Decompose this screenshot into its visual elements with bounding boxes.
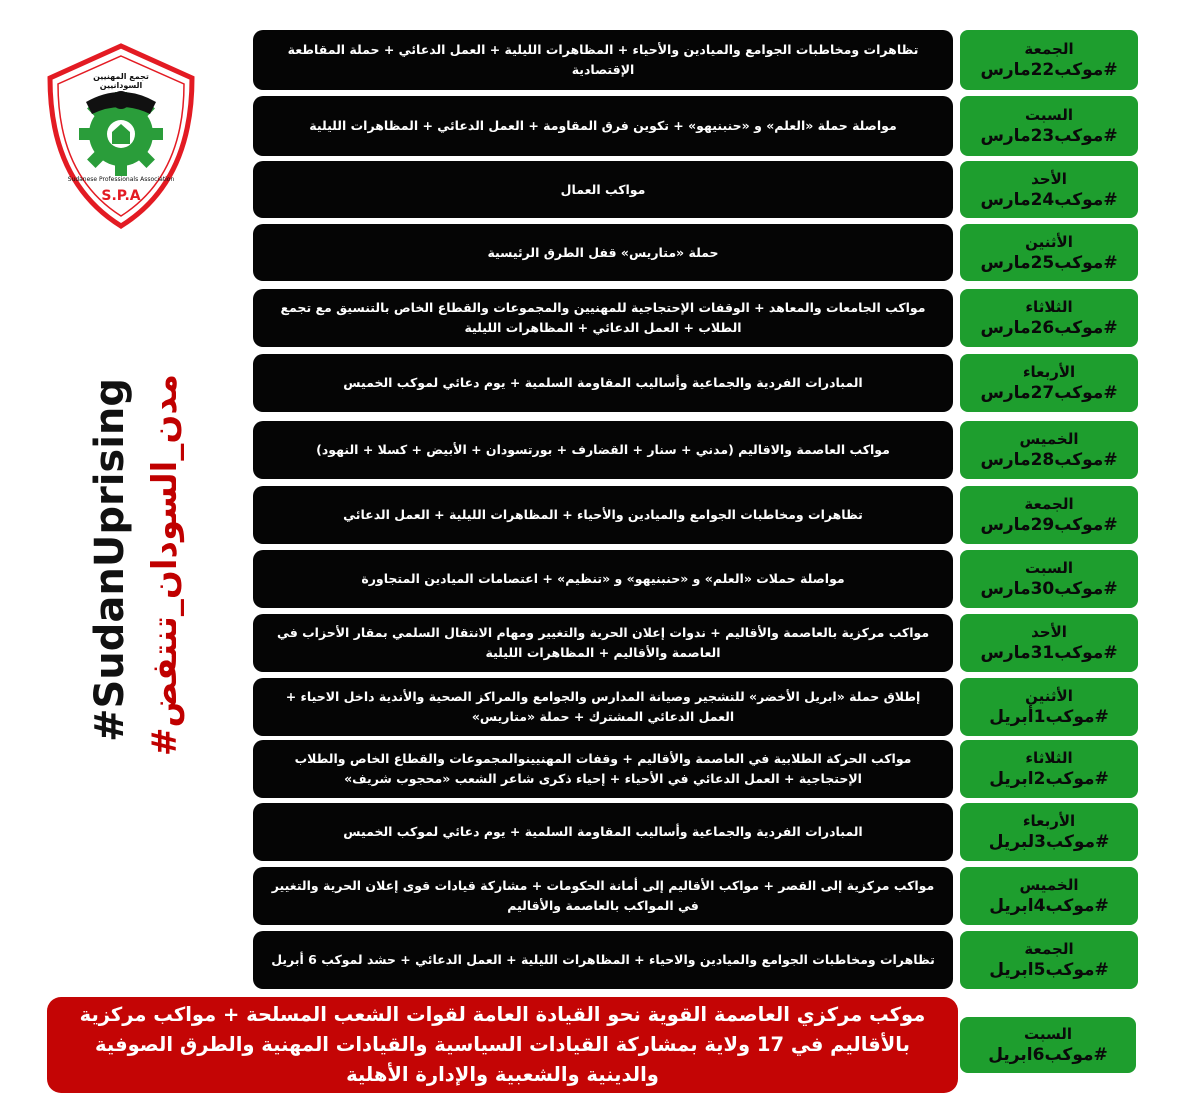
event-text: مواصلة حملة «العلم» و «حنبنيهو» + تكوين فرق المقاومة + العمل الدعائي + المظاهرات الليلية <box>253 96 953 156</box>
day-name: الجمعة <box>1024 495 1074 513</box>
day-badge <box>960 867 1138 925</box>
event-text: المبادرات الفردية والجماعية وأساليب المقاومة السلمية + يوم دعائي لموكب الخميس <box>253 803 953 861</box>
day-badge <box>960 614 1138 672</box>
schedule-row <box>253 931 1139 989</box>
schedule-row <box>253 161 1139 218</box>
day-badge <box>960 803 1138 861</box>
day-name: الخميس <box>1019 430 1079 448</box>
day-badge <box>960 354 1138 412</box>
day-name: السبت <box>1023 1025 1073 1043</box>
schedule-row <box>253 550 1139 608</box>
day-hashtag: #موكب3لبريل <box>988 832 1110 852</box>
day-hashtag: #موكب25مارس <box>980 252 1118 273</box>
day-badge <box>960 486 1138 544</box>
schedule-row <box>253 224 1139 281</box>
day-hashtag: #موكب26مارس <box>980 318 1118 338</box>
event-text: تظاهرات ومخاطبات الجوامع والميادين والاحياء + المظاهرات الليلية + العمل الدعائي + حشد لموكب 6 أبريل <box>253 931 953 989</box>
event-text: إطلاق حملة «ابريل الأخضر» للتشجير وصيانة المدارس والجوامع والمراكز الصحية والأندية داخل الاحياء + العمل الدعائي المشترك + حملة «متاريس» <box>253 678 953 736</box>
schedule-row <box>253 289 1139 347</box>
schedule-row <box>253 678 1139 736</box>
day-badge <box>960 550 1138 608</box>
day-name: الثلاثاء <box>1025 298 1073 316</box>
day-hashtag: #موكب6ابريل <box>988 1045 1108 1065</box>
schedule-row <box>253 421 1139 479</box>
day-name: الثلاثاء <box>1025 749 1073 767</box>
schedule-row <box>253 30 1139 90</box>
day-hashtag: #موكب5ابريل <box>989 960 1109 980</box>
day-hashtag: #موكب27مارس <box>980 383 1118 403</box>
event-text: مواكب مركزية بالعاصمة والأقاليم + ندوات إعلان الحرية والتغيير ومهام الانتقال السلمي بمقار الأحزاب في العاصمة والأقاليم + المظاهرات الليلية <box>253 614 953 672</box>
day-name: الأربعاء <box>1022 363 1076 381</box>
spa-logo <box>46 42 196 230</box>
day-hashtag: #موكب22مارس <box>980 60 1118 80</box>
event-text: تظاهرات ومخاطبات الجوامع والميادين والأحياء + المظاهرات الليلية + العمل الدعائي <box>253 486 953 544</box>
logo-arabic-name: تجمع المهنيين السودانيين <box>93 72 149 90</box>
day-badge <box>960 740 1138 798</box>
day-badge <box>960 161 1138 218</box>
event-text: مواكب مركزية إلى القصر + مواكب الأقاليم إلى أمانة الحكومات + مشاركة قيادات قوى إعلان الحرية والتغيير في المواكب بالعاصمة والأقاليم <box>253 867 953 925</box>
day-name: الأثنين <box>1025 232 1073 251</box>
hashtag-english-text: #SudanUprising <box>87 377 133 743</box>
day-badge <box>960 289 1138 347</box>
schedule-row <box>253 486 1139 544</box>
day-badge <box>960 224 1138 281</box>
event-text: حملة «متاريس» قفل الطرق الرئيسية <box>253 224 953 281</box>
event-text: مواكب العمال <box>253 161 953 218</box>
event-text: مواكب الجامعات والمعاهد + الوقفات الإحتجاجية للمهنيين والمجموعات والقطاع الخاص بالتنسيق مع تجمع الطلاب + العمل الدعائي + المظاهرات الليلية <box>253 289 953 347</box>
day-badge <box>960 421 1138 479</box>
day-name: الأربعاء <box>1022 812 1076 830</box>
logo-english-name: Sudanese Professionals Association <box>67 176 175 183</box>
schedule-row <box>253 803 1139 861</box>
hashtag-arabic-text: #مدن_السودان_تنتفض <box>145 373 185 757</box>
day-hashtag: #موكب30مارس <box>980 579 1118 599</box>
final-day-badge <box>960 1017 1136 1073</box>
event-text: المبادرات الفردية والجماعية وأساليب المقاومة السلمية + يوم دعائي لموكب الخميس <box>253 354 953 412</box>
day-name: الأحد <box>1031 169 1067 188</box>
day-hashtag: #موكب29مارس <box>980 515 1118 535</box>
event-text: تظاهرات ومخاطبات الجوامع والميادين والأحياء + المظاهرات الليلية + العمل الدعائي + حملة المقاطعة الإقتصادية <box>253 30 953 90</box>
day-badge <box>960 678 1138 736</box>
schedule-row <box>253 740 1139 798</box>
schedule-row <box>253 614 1139 672</box>
day-badge <box>960 30 1138 90</box>
event-text: مواكب الحركة الطلابية في العاصمة والأقاليم + وقفات المهنيينوالمجموعات والقطاع الخاص والطلاب الإحتجاجية + العمل الدعائي في الأحياء + إحياء ذكرى شاعر الشعب «محجوب شريف» <box>253 740 953 798</box>
day-hashtag: #موكب31مارس <box>980 643 1118 663</box>
day-hashtag: #موكب23مارس <box>980 126 1118 146</box>
day-hashtag: #موكب1أبريل <box>989 707 1109 727</box>
hashtag-english <box>87 377 133 743</box>
day-name: السبت <box>1024 106 1074 124</box>
day-hashtag: #موكب24مارس <box>980 189 1118 210</box>
event-text: مواكب العاصمة والاقاليم (مدني + سنار + القضارف + بورتسودان + الأبيض + كسلا + النهود) <box>253 421 953 479</box>
final-event-text: موكب مركزي العاصمة القوية نحو القيادة العامة لقوات الشعب المسلحة + مواكب مركزية بالأقاليم في 17 ولاية بمشاركة القيادات السياسية والقيادات المهنية والطرق الصوفية والدينية والشعبية والإدارة الأهلية <box>47 997 958 1093</box>
event-text: مواصلة حملات «العلم» و «حنبنيهو» و «تنظيم» + اعتصامات الميادين المتجاورة <box>253 550 953 608</box>
day-name: الجمعة <box>1024 40 1074 58</box>
day-badge <box>960 96 1138 156</box>
schedule-row <box>253 96 1139 156</box>
day-name: السبت <box>1024 559 1074 577</box>
day-hashtag: #موكب28مارس <box>980 450 1118 470</box>
day-name: الأثنين <box>1025 687 1073 705</box>
schedule-row <box>253 354 1139 412</box>
day-hashtag: #موكب2ابريل <box>989 769 1109 789</box>
day-name: الجمعة <box>1024 940 1074 958</box>
day-hashtag: #موكب4ابريل <box>989 896 1109 916</box>
logo-abbr: S.P.A <box>101 188 141 204</box>
schedule-row <box>253 867 1139 925</box>
hashtag-arabic <box>140 373 190 757</box>
day-badge <box>960 931 1138 989</box>
day-name: الأحد <box>1031 623 1067 641</box>
day-name: الخميس <box>1019 876 1079 894</box>
